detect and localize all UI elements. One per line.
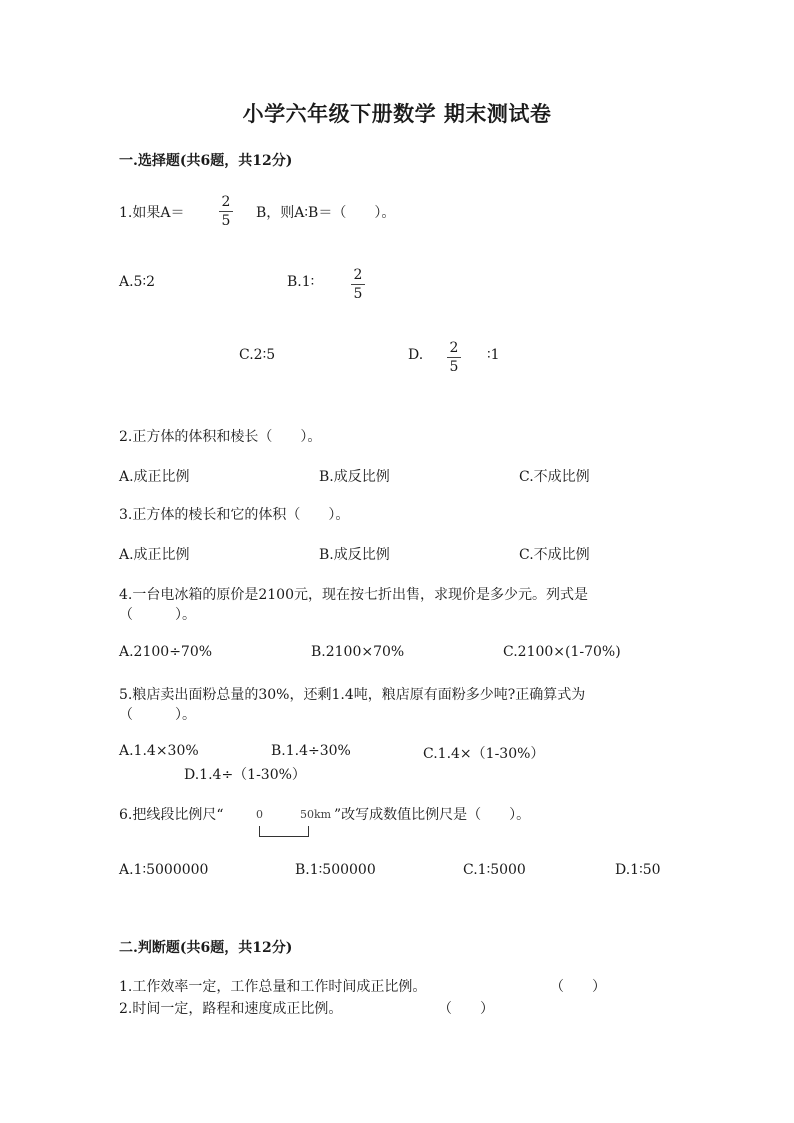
judge-2-text: 2.时间一定，路程和速度成正比例。	[119, 1001, 343, 1017]
q3-option-c: C.不成比例	[519, 547, 590, 563]
q4-option-b: B.2100×70%	[311, 644, 405, 660]
q4-option-a: A.2100÷70%	[119, 644, 213, 660]
fraction-denominator: 5	[221, 213, 231, 229]
question-5-line-1: 5.粮店卖出面粉总量的30%，还剩1.4吨，粮店原有面粉多少吨?正确算式为	[119, 687, 586, 703]
q3-option-a: A.成正比例	[119, 547, 190, 563]
q2-option-b: B.成反比例	[319, 469, 390, 485]
q1-option-c: C.2∶5	[239, 347, 276, 363]
page-title: 小学六年级下册数学 期末测试卷	[242, 101, 552, 126]
question-6-suffix: ”改写成数值比例尺是（ ）。	[334, 807, 531, 823]
section-1-heading: 一.选择题(共6题，共12分)	[119, 153, 293, 169]
q1-option-d-prefix: D.	[408, 347, 424, 363]
fraction-denominator: 5	[353, 286, 363, 302]
question-6-prefix: 6.把线段比例尺“	[119, 807, 224, 823]
question-4-line-2: （ ）。	[119, 607, 196, 623]
judge-2-answer-paren: （ ）	[438, 1001, 494, 1017]
q6-option-b: B.1∶500000	[295, 862, 376, 878]
question-1-prefix: 1.如果A＝	[119, 205, 185, 221]
q4-option-c: C.2100×(1-70%)	[503, 644, 621, 660]
q1-option-d-fraction	[447, 341, 461, 374]
question-2: 2.正方体的体积和棱长（ ）。	[119, 429, 322, 445]
q1-option-b-fraction	[351, 268, 365, 301]
q2-option-a: A.成正比例	[119, 469, 190, 485]
q5-option-b: B.1.4÷30%	[271, 743, 351, 759]
question-1-fraction	[219, 195, 233, 228]
judge-1-answer-paren: （ ）	[550, 979, 606, 995]
fraction-denominator: 5	[449, 359, 459, 375]
q5-option-d: D.1.4÷（1-30%）	[184, 767, 306, 783]
q6-option-a: A.1∶5000000	[119, 862, 209, 878]
section-2-heading: 二.判断题(共6题，共12分)	[119, 940, 293, 956]
scale-start-label: 0	[256, 808, 263, 821]
fraction-numerator: 2	[449, 340, 459, 356]
fraction-numerator: 2	[221, 194, 231, 210]
question-4-line-1: 4.一台电冰箱的原价是2100元，现在按七折出售，求现价是多少元。列式是	[119, 587, 588, 603]
fraction-bar	[447, 357, 461, 358]
q5-option-c: C.1.4×（1-30%）	[423, 746, 545, 762]
q1-option-b-prefix: B.1∶	[287, 274, 315, 290]
fraction-bar	[219, 211, 233, 212]
question-3: 3.正方体的棱长和它的体积（ ）。	[119, 507, 350, 523]
fraction-numerator: 2	[353, 267, 363, 283]
scale-segment	[259, 826, 309, 837]
q6-option-d: D.1∶50	[615, 862, 661, 878]
q2-option-c: C.不成比例	[519, 469, 590, 485]
fraction-bar	[351, 284, 365, 285]
judge-1-text: 1.工作效率一定，工作总量和工作时间成正比例。	[119, 979, 427, 995]
q3-option-b: B.成反比例	[319, 547, 390, 563]
q1-option-d-suffix: ∶1	[487, 347, 500, 363]
scale-end-label: 50km	[300, 808, 332, 821]
line-scale-figure	[244, 804, 332, 838]
q1-option-a: A.5∶2	[119, 274, 156, 290]
q6-option-c: C.1∶5000	[463, 862, 526, 878]
question-5-line-2: （ ）。	[119, 707, 196, 723]
q5-option-a: A.1.4×30%	[119, 743, 199, 759]
question-1-suffix: B，则A∶B＝（ ）。	[256, 205, 396, 221]
